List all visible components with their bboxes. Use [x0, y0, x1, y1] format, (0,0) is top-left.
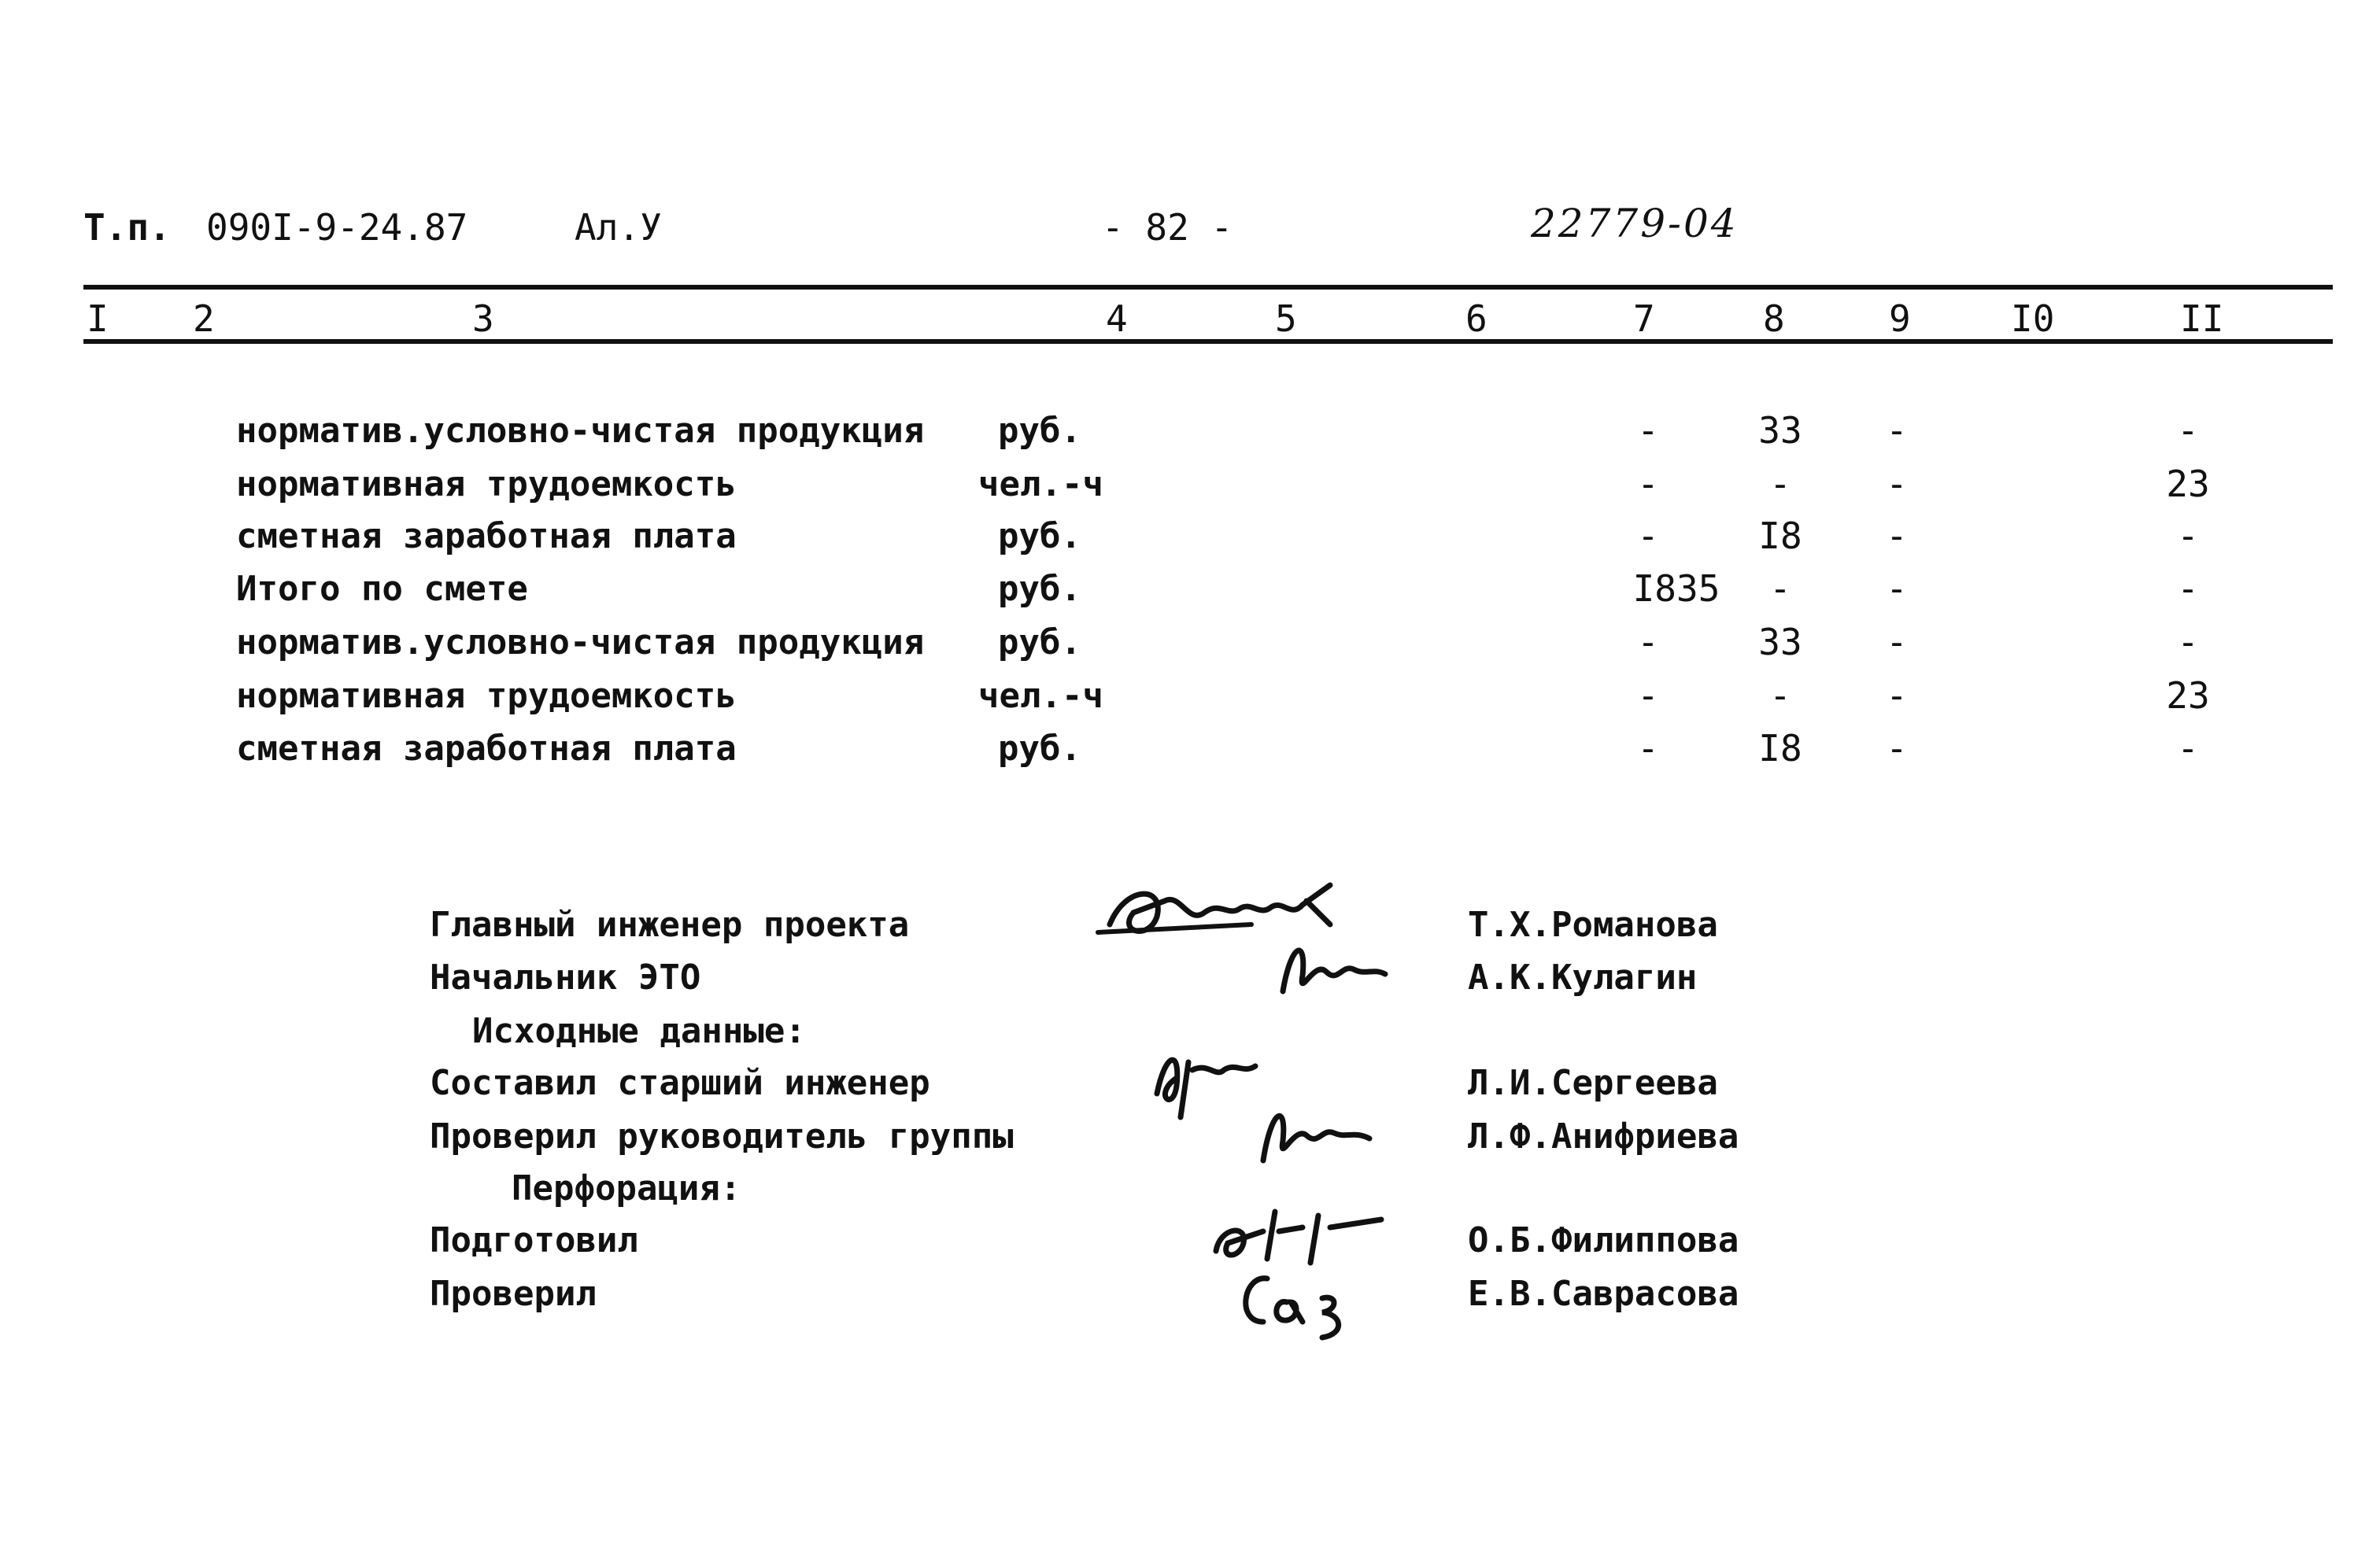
column-number: 3: [472, 297, 494, 340]
column-number: 5: [1275, 297, 1297, 340]
row-col7: -: [1637, 674, 1659, 717]
section-heading: Исходные данные:: [472, 1011, 806, 1051]
row-col9: -: [1886, 515, 1908, 557]
signature-person: Е.В.Саврасова: [1468, 1274, 1739, 1314]
column-number: I0: [2011, 297, 2055, 340]
row-col8: -: [1769, 567, 1791, 610]
row-unit: чел.-ч: [978, 676, 1103, 716]
row-col9: -: [1886, 621, 1908, 663]
handwritten-code: 22779-04: [1531, 201, 1739, 246]
row-col11: 23: [2166, 674, 2210, 717]
column-number: 6: [1465, 297, 1488, 340]
signature-role: Подготовил: [430, 1220, 638, 1260]
signature-person: Л.И.Сергеева: [1468, 1063, 1718, 1103]
row-name: сметная заработная плата: [236, 729, 737, 769]
signature-role: Проверил: [430, 1274, 597, 1314]
row-col8: -: [1769, 674, 1791, 717]
signature-role: Начальник ЭТО: [430, 958, 701, 998]
doc-label: Т.п.: [83, 206, 171, 249]
signature-person: О.Б.Филиппова: [1468, 1220, 1739, 1260]
column-number: 8: [1763, 297, 1785, 340]
column-number: 9: [1889, 297, 1911, 340]
row-unit: руб.: [998, 622, 1081, 662]
row-col11: -: [2177, 621, 2199, 663]
row-unit: руб.: [998, 411, 1081, 451]
row-col11: -: [2177, 727, 2199, 769]
row-name: сметная заработная плата: [236, 516, 737, 556]
signature-person: Т.Х.Романова: [1468, 905, 1718, 945]
signature-role: Составил старший инженер: [430, 1063, 930, 1103]
row-unit: руб.: [998, 516, 1081, 556]
column-number: II: [2180, 297, 2224, 340]
row-col7: -: [1637, 515, 1659, 557]
row-col11: 23: [2166, 463, 2210, 505]
row-col8: -: [1769, 463, 1791, 505]
row-col7: -: [1637, 463, 1659, 505]
row-col11: -: [2177, 567, 2199, 610]
row-col7: I835: [1632, 567, 1720, 610]
column-number: 4: [1106, 297, 1128, 340]
row-col7: -: [1637, 621, 1659, 663]
row-unit: руб.: [998, 569, 1081, 609]
row-name: нормативная трудоемкость: [236, 464, 737, 504]
row-name: нормативная трудоемкость: [236, 676, 737, 716]
signature-mark: [1267, 928, 1401, 1010]
row-col7: -: [1637, 409, 1659, 452]
row-name: Итого по смете: [236, 569, 528, 609]
row-col9: -: [1886, 409, 1908, 452]
row-col8: 33: [1758, 621, 1802, 663]
signature-role: Проверил руководитель группы: [430, 1116, 1014, 1157]
row-col9: -: [1886, 727, 1908, 769]
row-col11: -: [2177, 515, 2199, 557]
signature-mark: [1228, 1259, 1377, 1349]
row-col8: 33: [1758, 409, 1802, 452]
row-col9: -: [1886, 674, 1908, 717]
row-col7: -: [1637, 727, 1659, 769]
row-unit: руб.: [998, 729, 1081, 769]
row-col11: -: [2177, 409, 2199, 452]
header-bottom-rule: [83, 339, 2333, 344]
row-col9: -: [1886, 567, 1908, 610]
album-label: Ал.У: [575, 206, 662, 249]
signature-person: А.К.Кулагин: [1468, 958, 1698, 998]
row-name: норматив.условно-чистая продукция: [236, 411, 925, 451]
section-heading: Перфорация:: [512, 1168, 741, 1209]
header-top-rule: [83, 285, 2333, 290]
page-number: - 82 -: [1102, 206, 1233, 249]
column-number: 2: [193, 297, 215, 340]
signature-mark: [1244, 1090, 1385, 1179]
row-col9: -: [1886, 463, 1908, 505]
row-unit: чел.-ч: [978, 464, 1103, 504]
row-col8: I8: [1758, 515, 1802, 557]
doc-number: 090I-9-24.87: [206, 206, 468, 249]
signature-role: Главный инженер проекта: [430, 905, 910, 945]
signature-person: Л.Ф.Анифриева: [1468, 1116, 1739, 1157]
row-name: норматив.условно-чистая продукция: [236, 622, 925, 662]
row-col8: I8: [1758, 727, 1802, 769]
column-number: I: [87, 297, 109, 340]
column-number: 7: [1633, 297, 1655, 340]
